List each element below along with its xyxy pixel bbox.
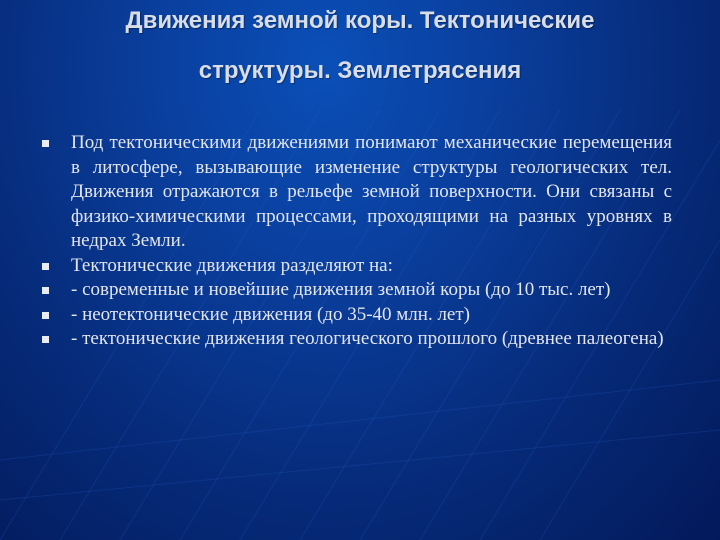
bullet-text: - неотектонические движения (до 35-40 млн. лет) — [71, 303, 470, 325]
square-bullet-icon — [42, 263, 49, 270]
square-bullet-icon — [42, 140, 49, 147]
bullet-list — [40, 131, 672, 352]
slide-title-line-2: структуры. Землетрясения — [198, 57, 522, 84]
bullet-text: Тектонические движения разделяют на: — [71, 254, 393, 276]
bullet-item — [40, 278, 672, 303]
bullet-text: - тектонические движения геологического прошлого (древнее палеогена) — [71, 328, 664, 349]
square-bullet-icon — [42, 312, 49, 319]
slide-title-line-1: Движения земной коры. Тектонические — [125, 7, 595, 34]
bullet-item — [40, 254, 672, 279]
bullet-text: Под тектоническими движениями понимают механические перемещения в литосфере, вызывающие изменение структуры геологических тел. Движения отражаются в рельефе земной поверхности. Они связаны с физико-химическими процессами, проходящими на разных уровнях в недрах Земли. — [71, 132, 672, 251]
square-bullet-icon — [42, 336, 49, 343]
bullet-item — [40, 327, 672, 352]
bullet-item — [40, 303, 672, 328]
square-bullet-icon — [42, 287, 49, 294]
bullet-item — [40, 131, 672, 254]
bullet-text: - современные и новейшие движения земной коры (до 10 тыс. лет) — [71, 279, 611, 300]
